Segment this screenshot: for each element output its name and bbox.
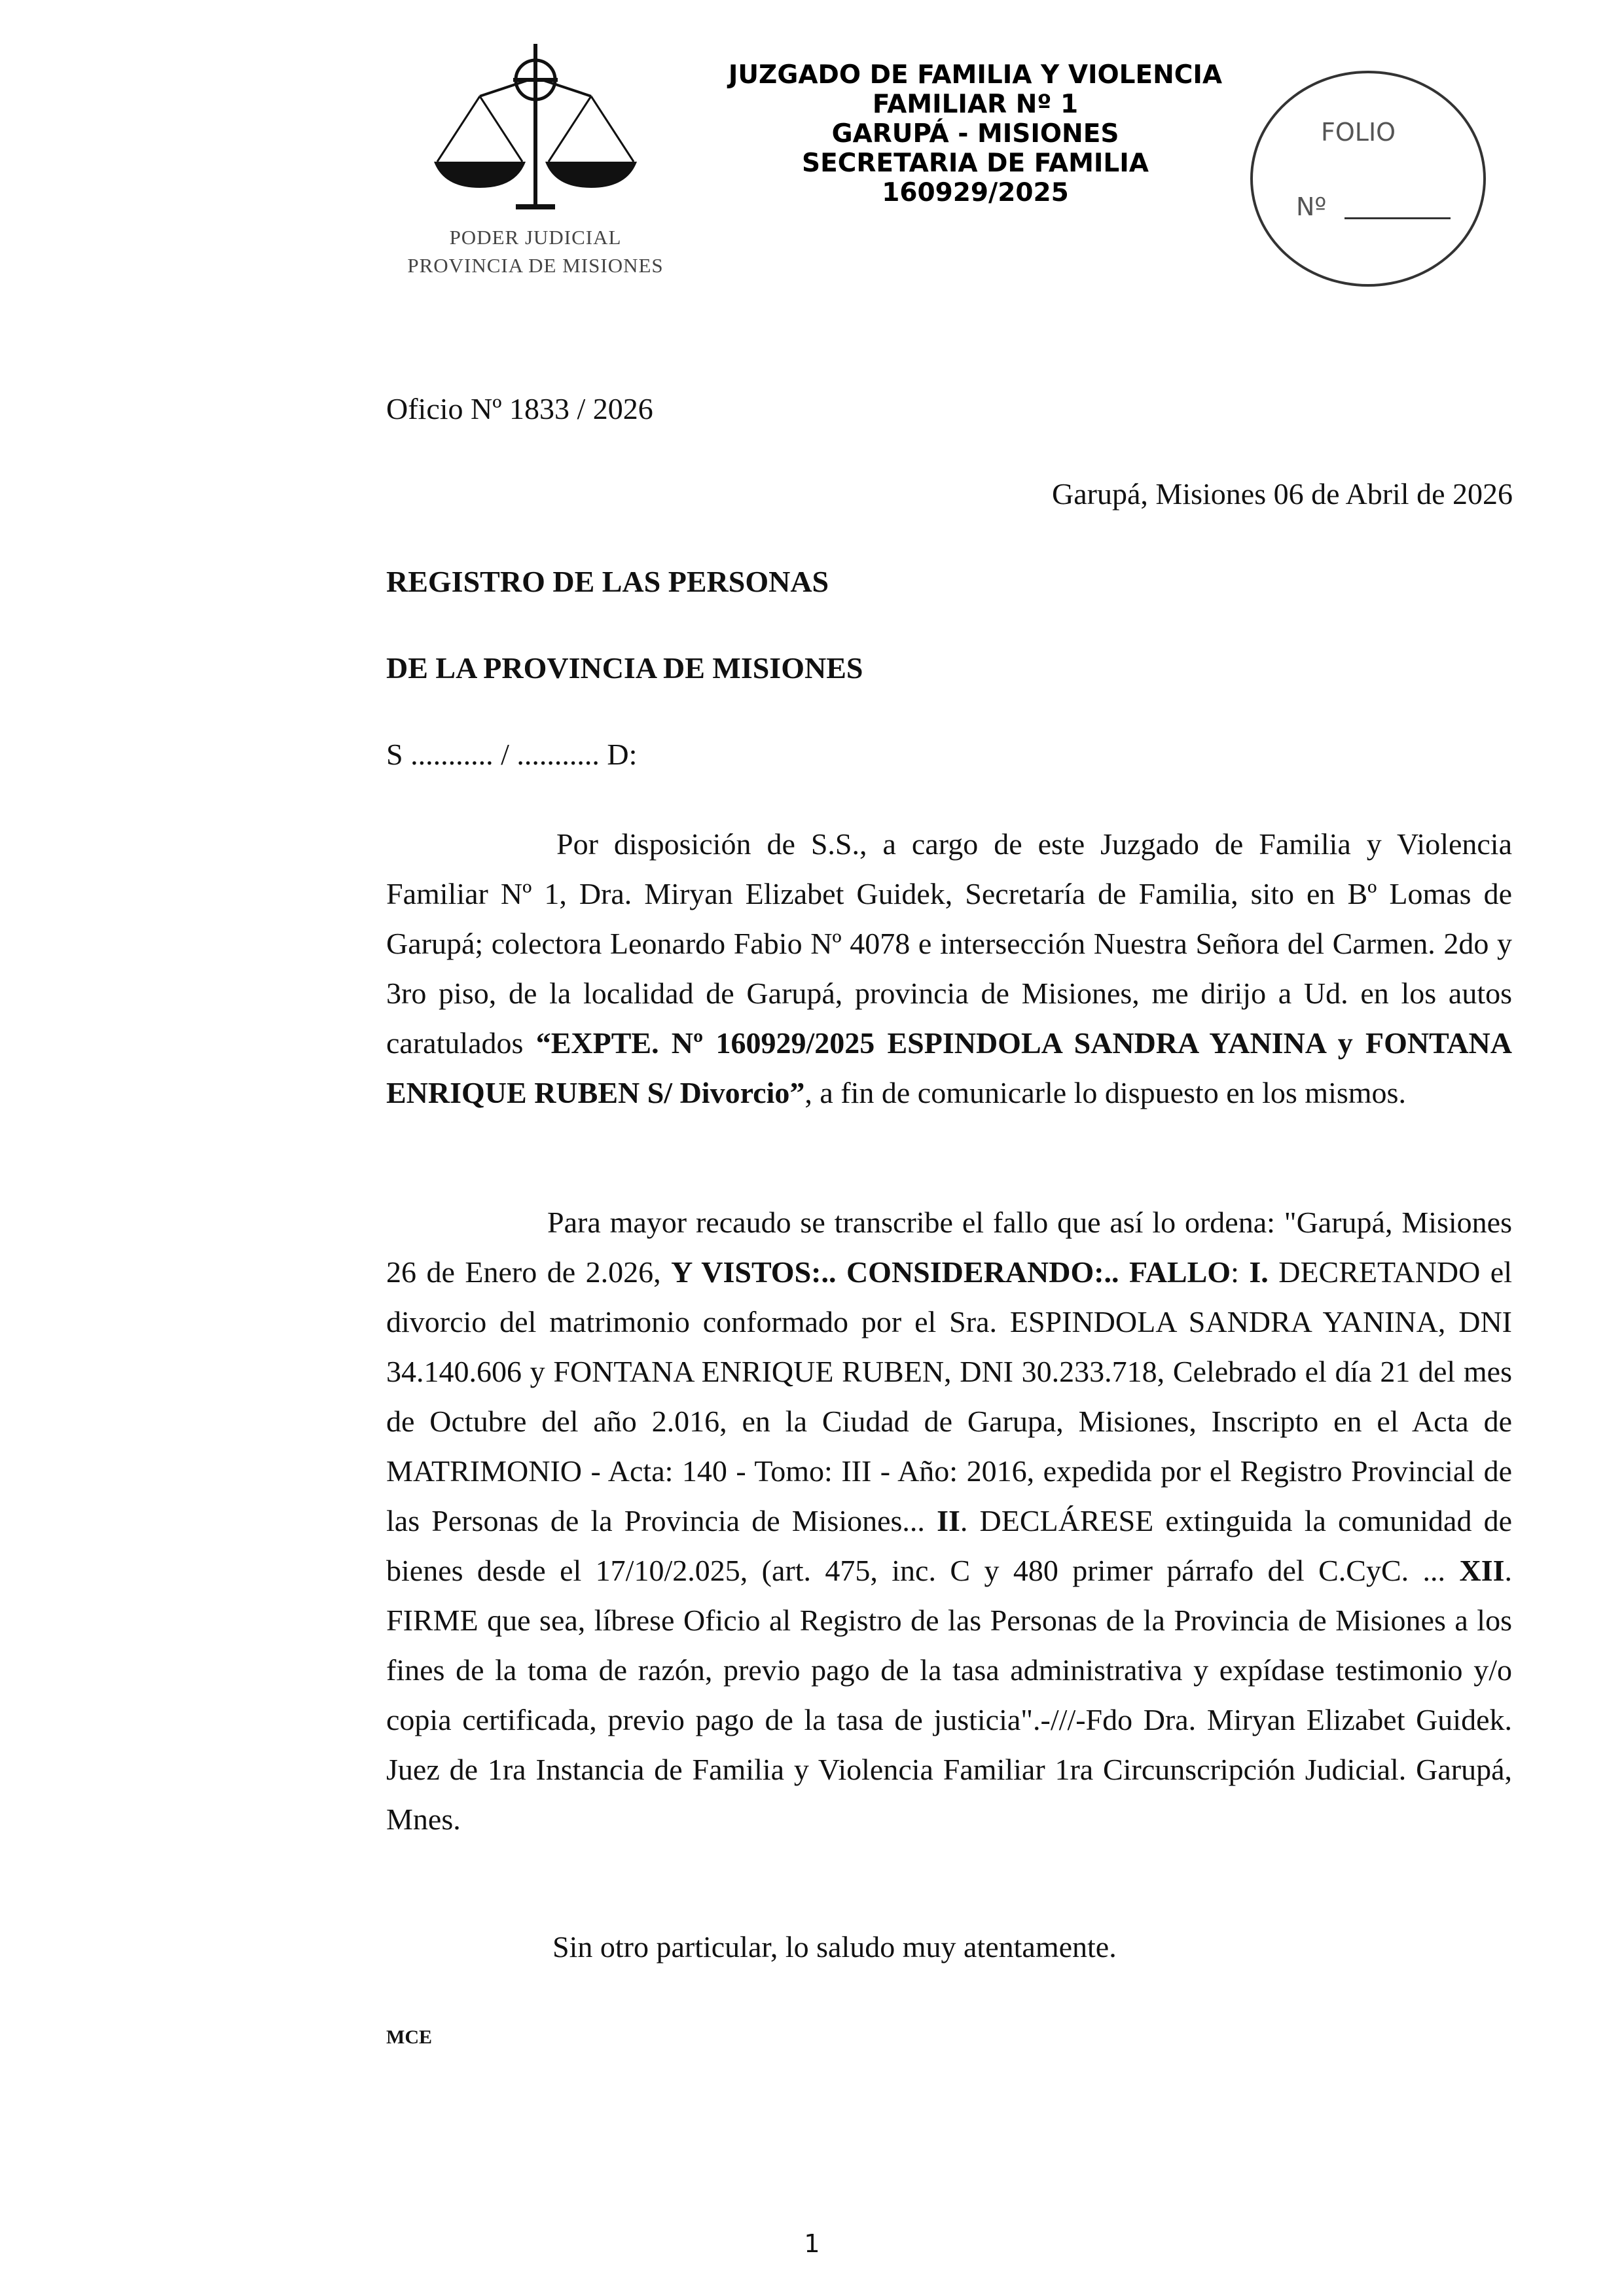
paragraph-2	[386, 1198, 1512, 1844]
p2-bold: I.	[1249, 1255, 1269, 1289]
folio-label: FOLIO	[1321, 118, 1396, 147]
folio-stamp	[1250, 71, 1486, 287]
p2-bold: XII	[1459, 1554, 1505, 1587]
court-line: GARUPÁ - MISIONES	[831, 119, 1119, 149]
page-number: 1	[804, 2229, 820, 2258]
salutation: S ........... / ........... D:	[386, 738, 638, 771]
author-initials: MCE	[386, 2026, 432, 2048]
scales-of-justice-icon	[431, 41, 640, 217]
paragraph-1	[386, 819, 1512, 1118]
p2-text: . DECLÁRESE extinguida la comunidad de bienes desde el 17/10/2.025, (art. 475, inc. C y 480 primer párrafo del C.CyC. ...	[386, 1504, 1512, 1587]
court-line: SECRETARIA DE FAMILIA	[802, 149, 1149, 178]
recipient-line1: REGISTRO DE LAS PERSONAS	[386, 565, 829, 598]
p2-text: DECRETANDO el divorcio del matrimonio conformado por el Sra. ESPINDOLA SANDRA YANINA, DNI 34.140.606 y FONTANA ENRIQUE RUBEN, DNI 30.233.718, Celebrado el día 21 del mes de Octubre del año 2.016, en la Ciudad de Garupa, Misiones, Inscripto en el Acta de MATRIMONIO - Acta: 140 - Tomo: III - Año: 2016, expedida por el Registro Provincial de las Personas de la Provincia de Misiones...	[386, 1255, 1512, 1537]
court-line: FAMILIAR Nº 1	[872, 90, 1079, 119]
logo-text-line1: PODER JUDICIAL	[449, 226, 622, 249]
document-date: Garupá, Misiones 06 de Abril de 2026	[1052, 477, 1513, 511]
folio-circle	[1250, 71, 1486, 287]
folio-number-label: Nº	[1296, 192, 1327, 221]
closing-line: Sin otro particular, lo saludo muy atentamente.	[552, 1930, 1117, 1964]
judicial-logo	[405, 41, 666, 289]
p2-text: :	[1231, 1255, 1250, 1289]
court-line: JUZGADO DE FAMILIA Y VIOLENCIA	[728, 60, 1223, 90]
court-heading	[694, 60, 1257, 207]
folio-blank-line	[1344, 217, 1451, 219]
p1-case-title: “EXPTE. Nº 160929/2025 ESPINDOLA SANDRA YANINA y FONTANA ENRIQUE RUBEN S/ Divorcio”	[386, 1026, 1512, 1109]
logo-text-line2: PROVINCIA DE MISIONES	[407, 254, 664, 277]
p1-text: Por disposición de S.S., a cargo de este Juzgado de Familia y Violencia Familiar Nº 1, Dra. Miryan Elizabet Guidek, Secretaría de Familia, sito en Bº Lomas de Garupá; colectora Leonardo Fabio Nº 4078 e intersección Nuestra Señora del Carmen. 2do y 3ro piso, de la localidad de Garupá, provincia de Misiones, me dirijo a Ud. en los autos caratulados	[386, 827, 1512, 1060]
recipient-line2: DE LA PROVINCIA DE MISIONES	[386, 651, 863, 685]
p1-text-end: , a fin de comunicarle lo dispuesto en los mismos.	[804, 1076, 1406, 1109]
p2-bold: II	[937, 1504, 960, 1537]
court-line: 160929/2025	[882, 178, 1069, 207]
p2-text: . FIRME que sea, líbrese Oficio al Registro de las Personas de la Provincia de Misiones a los fines de la toma de razón, previo pago de la tasa administrativa y expídase testimonio y/o copia certificada, previo pago de la tasa de justicia".-///-Fdo Dra. Miryan Elizabet Guidek. Juez de 1ra Instancia de Familia y Violencia Familiar 1ra Circunscripción Judicial. Garupá, Mnes.	[386, 1554, 1512, 1836]
p2-bold: Y VISTOS:.. CONSIDERANDO:.. FALLO	[671, 1255, 1231, 1289]
p2-text: Para mayor recaudo se transcribe el fallo que así lo ordena: "Garupá, Misiones 26 de Enero de 2.026,	[386, 1206, 1512, 1289]
oficio-number: Oficio Nº 1833 / 2026	[386, 392, 653, 425]
